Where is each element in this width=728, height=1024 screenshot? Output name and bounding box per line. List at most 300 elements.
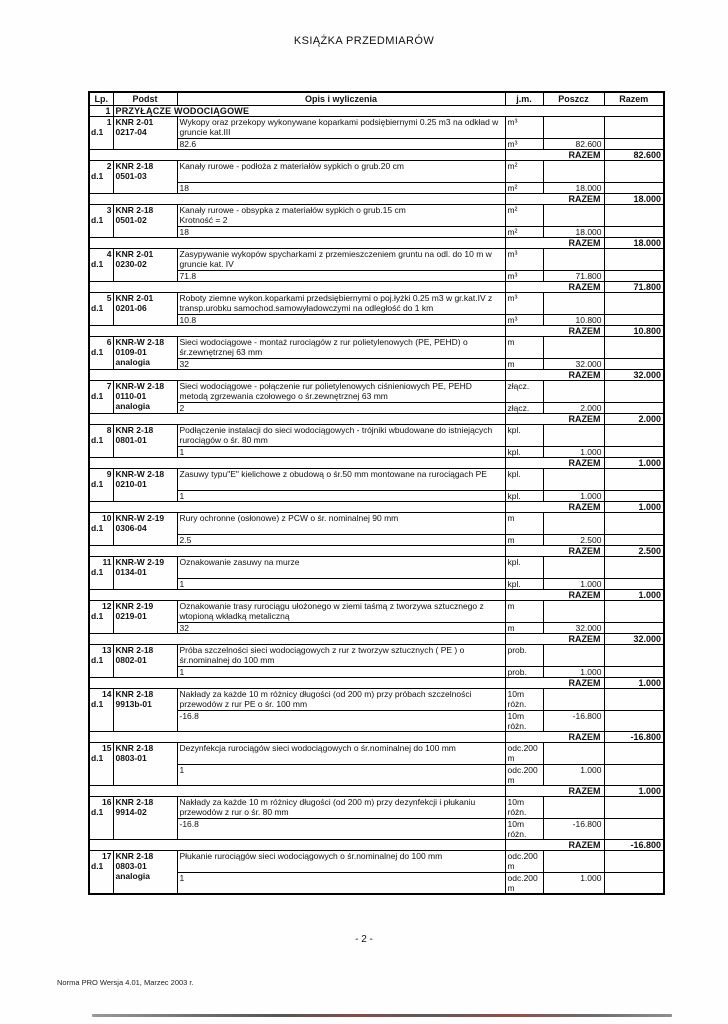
item-desc-row bbox=[89, 161, 664, 183]
item-razem-empty bbox=[604, 205, 664, 227]
item-lp-cell bbox=[89, 425, 113, 458]
item-lp-cell bbox=[89, 689, 113, 732]
razem-label: RAZEM bbox=[505, 370, 604, 381]
item-razem-empty bbox=[604, 535, 664, 546]
item-lp-cell bbox=[89, 161, 113, 194]
podst-code-line: 0501-03 bbox=[115, 171, 147, 181]
razem-blank-cell bbox=[89, 546, 505, 557]
item-section-ref: d.1 bbox=[91, 655, 104, 665]
item-desc-cell bbox=[177, 381, 505, 403]
razem-blank-cell bbox=[89, 786, 505, 797]
item-desc-cell bbox=[177, 337, 505, 359]
item-razem-row bbox=[89, 732, 664, 743]
item-razem-value: 71.800 bbox=[604, 282, 664, 293]
razem-label: RAZEM bbox=[505, 414, 604, 425]
item-razem-value: 2.000 bbox=[604, 414, 664, 425]
item-description: Dezynfekcja rurociągów sieci wodociągowych o śr.nominalnej do 100 mm bbox=[179, 743, 456, 753]
item-razem-value: -16.800 bbox=[604, 840, 664, 851]
item-unit-top: kpl. bbox=[505, 557, 543, 579]
item-desc-cell bbox=[177, 601, 505, 623]
item-razem-row bbox=[89, 326, 664, 337]
software-footer-note: Norma PRO Wersja 4.01, Marzec 2003 r. bbox=[57, 978, 194, 987]
item-desc-cell bbox=[177, 513, 505, 535]
item-unit-top: kpl. bbox=[505, 425, 543, 447]
item-razem-empty bbox=[604, 249, 664, 271]
podst-code-line: KNR 2-19 bbox=[115, 601, 154, 611]
item-description: Wykopy oraz przekopy wykonywane koparkami podsiębiernymi 0.25 m3 na odkład w gruncie kat.III bbox=[179, 117, 499, 137]
item-desc-cell bbox=[177, 161, 505, 183]
item-section-ref: d.1 bbox=[91, 303, 104, 313]
item-description: Oznakowanie zasuwy na murze bbox=[179, 557, 300, 567]
item-razem-empty bbox=[604, 601, 664, 623]
razem-label: RAZEM bbox=[505, 326, 604, 337]
item-poszcz-empty bbox=[543, 513, 604, 535]
item-razem-empty bbox=[604, 797, 664, 819]
item-section-ref: d.1 bbox=[91, 567, 104, 577]
item-section-ref: d.1 bbox=[91, 479, 104, 489]
item-number: 10 bbox=[102, 513, 112, 523]
podst-code-line: KNR-W 2-19 bbox=[115, 513, 165, 523]
item-description: Sieci wodociągowe - montaż rurociągów z rur polietylenowych (PE, PEHD) o śr.zewnętrznej 63 mm bbox=[179, 337, 468, 357]
item-quantity: -16.8 bbox=[177, 711, 505, 732]
item-section-ref: d.1 bbox=[91, 215, 104, 225]
item-poszcz-empty bbox=[543, 797, 604, 819]
item-podst-cell bbox=[113, 557, 177, 590]
item-poszcz-value: 1.000 bbox=[543, 579, 604, 590]
item-unit-bottom: 10m różn. bbox=[505, 711, 543, 732]
item-podst-cell bbox=[113, 117, 177, 150]
podst-code-line: 0230-02 bbox=[115, 259, 147, 269]
podst-code-line: KNR 2-18 bbox=[115, 743, 154, 753]
item-razem-value: 2.500 bbox=[604, 546, 664, 557]
item-razem-empty bbox=[604, 381, 664, 403]
item-razem-empty bbox=[604, 315, 664, 326]
item-description-wrap bbox=[180, 293, 503, 314]
item-poszcz-empty bbox=[543, 161, 604, 183]
item-number: 7 bbox=[106, 381, 112, 391]
item-poszcz-value: 82.600 bbox=[543, 139, 604, 150]
item-unit-bottom: m³ bbox=[505, 315, 543, 326]
item-lp-cell bbox=[89, 513, 113, 546]
item-number: 3 bbox=[106, 205, 112, 215]
item-poszcz-empty bbox=[543, 557, 604, 579]
item-podst-cell bbox=[113, 161, 177, 194]
item-section-ref: d.1 bbox=[91, 861, 104, 871]
item-razem-empty bbox=[604, 183, 664, 194]
item-razem-empty bbox=[604, 667, 664, 678]
item-razem-row bbox=[89, 678, 664, 689]
item-razem-row bbox=[89, 590, 664, 601]
item-number: 5 bbox=[106, 293, 112, 303]
item-razem-row bbox=[89, 414, 664, 425]
item-desc-cell bbox=[177, 205, 505, 227]
podst-code-line: 0217-04 bbox=[115, 127, 147, 137]
item-quantity: 1 bbox=[177, 447, 505, 458]
item-razem-empty bbox=[604, 447, 664, 458]
razem-label: RAZEM bbox=[505, 194, 604, 205]
item-podst-cell bbox=[113, 469, 177, 502]
item-description: Zasuwy typu"E" kielichowe z obudową o śr.50 mm montowane na rurociągach PE bbox=[179, 469, 487, 479]
item-desc-row bbox=[89, 337, 664, 359]
item-desc-row bbox=[89, 851, 664, 873]
podst-code-line: KNR-W 2-19 bbox=[115, 557, 165, 567]
item-lp-cell bbox=[89, 851, 113, 895]
item-poszcz-empty bbox=[543, 851, 604, 873]
item-razem-empty bbox=[604, 513, 664, 535]
item-quantity: 18 bbox=[177, 183, 505, 194]
item-description-wrap bbox=[180, 425, 503, 446]
item-podst-cell bbox=[113, 293, 177, 326]
item-unit-bottom: odc.200m bbox=[505, 873, 543, 895]
item-number: 6 bbox=[106, 337, 112, 347]
item-razem-empty bbox=[604, 139, 664, 150]
item-desc-cell bbox=[177, 469, 505, 491]
item-podst-cell bbox=[113, 249, 177, 282]
item-desc-row bbox=[89, 381, 664, 403]
item-quantity: 71.8 bbox=[177, 271, 505, 282]
podst-code-line: 0501-02 bbox=[115, 215, 147, 225]
item-lp-cell bbox=[89, 205, 113, 238]
podst-code-line: KNR-W 2-18 bbox=[115, 337, 165, 347]
podst-code-line: KNR 2-18 bbox=[115, 425, 154, 435]
item-razem-empty bbox=[604, 161, 664, 183]
item-unit-bottom: m³ bbox=[505, 271, 543, 282]
podst-code-line: 0801-01 bbox=[115, 435, 147, 445]
item-razem-value: 1.000 bbox=[604, 590, 664, 601]
item-unit-bottom: m bbox=[505, 359, 543, 370]
item-description-wrap bbox=[180, 797, 503, 818]
item-razem-value: 82.600 bbox=[604, 150, 664, 161]
item-desc-row bbox=[89, 557, 664, 579]
razem-blank-cell bbox=[89, 678, 505, 689]
item-lp-cell bbox=[89, 797, 113, 840]
item-description: Rury ochronne (osłonowe) z PCW o śr. nominalnej 90 mm bbox=[179, 513, 399, 523]
item-razem-empty bbox=[604, 557, 664, 579]
item-unit-bottom: kpl. bbox=[505, 579, 543, 590]
item-unit-top: m bbox=[505, 337, 543, 359]
item-poszcz-value: 71.800 bbox=[543, 271, 604, 282]
podst-note: analogia bbox=[115, 357, 150, 367]
item-razem-row bbox=[89, 458, 664, 469]
item-poszcz-empty bbox=[543, 249, 604, 271]
item-desc-cell bbox=[177, 743, 505, 765]
item-description-wrap bbox=[180, 557, 503, 578]
item-section-ref: d.1 bbox=[91, 171, 104, 181]
item-razem-row bbox=[89, 634, 664, 645]
item-razem-empty bbox=[604, 743, 664, 765]
item-number: 4 bbox=[106, 249, 112, 259]
podst-code-line: 0110-01 bbox=[115, 391, 147, 401]
item-unit-top: 10m różn. bbox=[505, 797, 543, 819]
item-razem-empty bbox=[604, 469, 664, 491]
item-unit-bottom: prob. bbox=[505, 667, 543, 678]
razem-label: RAZEM bbox=[505, 546, 604, 557]
razem-label: RAZEM bbox=[505, 678, 604, 689]
item-poszcz-value: 32.000 bbox=[543, 359, 604, 370]
podst-code-line: KNR 2-18 bbox=[115, 689, 154, 699]
podst-code-line: 0219-01 bbox=[115, 611, 147, 621]
item-unit-bottom: m bbox=[505, 535, 543, 546]
item-description-wrap bbox=[180, 601, 503, 622]
item-razem-row bbox=[89, 370, 664, 381]
item-razem-empty bbox=[604, 873, 664, 895]
item-quantity: 2 bbox=[177, 403, 505, 414]
item-razem-value: 1.000 bbox=[604, 786, 664, 797]
podst-code-line: 0803-01 bbox=[115, 753, 147, 763]
item-razem-value: 32.000 bbox=[604, 370, 664, 381]
document-title: KSIĄŻKA PRZEDMIARÓW bbox=[293, 35, 435, 47]
item-desc-cell bbox=[177, 425, 505, 447]
item-unit-top: odc.200m bbox=[505, 851, 543, 873]
item-number: 9 bbox=[106, 469, 112, 479]
item-poszcz-value: 1.000 bbox=[543, 667, 604, 678]
podst-code-line: KNR 2-01 bbox=[115, 249, 154, 259]
item-desc-row bbox=[89, 425, 664, 447]
item-unit-bottom: kpl. bbox=[505, 447, 543, 458]
item-number: 11 bbox=[102, 557, 112, 567]
razem-blank-cell bbox=[89, 590, 505, 601]
razem-label: RAZEM bbox=[505, 238, 604, 249]
item-description: Podłączenie instalacji do sieci wodociągowych - trójniki wbudowane do istniejących rurociągów o śr. 80 mm bbox=[179, 425, 493, 445]
item-unit-top: m bbox=[505, 513, 543, 535]
item-section-ref: d.1 bbox=[91, 523, 104, 533]
item-poszcz-empty bbox=[543, 205, 604, 227]
item-razem-empty bbox=[604, 337, 664, 359]
item-razem-empty bbox=[604, 689, 664, 711]
podst-code-line: 9914-02 bbox=[115, 807, 147, 817]
item-podst-cell bbox=[113, 381, 177, 414]
col-header-jm: j.m. bbox=[505, 92, 543, 106]
item-description: Nakłady za każde 10 m różnicy długości (od 200 m) przy dezynfekcji i płukaniu przewodów z rur o śr. 80 mm bbox=[179, 797, 476, 817]
razem-label: RAZEM bbox=[505, 282, 604, 293]
item-poszcz-value: 2.000 bbox=[543, 403, 604, 414]
razem-label: RAZEM bbox=[505, 786, 604, 797]
item-razem-empty bbox=[604, 293, 664, 315]
razem-label: RAZEM bbox=[505, 634, 604, 645]
item-razem-row bbox=[89, 194, 664, 205]
item-description-wrap bbox=[180, 513, 503, 534]
item-description-wrap bbox=[180, 381, 503, 402]
item-lp-cell bbox=[89, 557, 113, 590]
item-poszcz-empty bbox=[543, 645, 604, 667]
item-unit-bottom: odc.200m bbox=[505, 765, 543, 786]
item-unit-top: m³ bbox=[505, 249, 543, 271]
item-podst-cell bbox=[113, 743, 177, 786]
item-poszcz-empty bbox=[543, 425, 604, 447]
table-header-row bbox=[89, 92, 664, 106]
razem-blank-cell bbox=[89, 326, 505, 337]
item-poszcz-value: 18.000 bbox=[543, 227, 604, 238]
razem-blank-cell bbox=[89, 370, 505, 381]
podst-code-line: KNR 2-18 bbox=[115, 851, 154, 861]
item-poszcz-empty bbox=[543, 337, 604, 359]
item-quantity: 1 bbox=[177, 873, 505, 895]
razem-blank-cell bbox=[89, 282, 505, 293]
item-razem-value: 1.000 bbox=[604, 458, 664, 469]
item-unit-top: kpl. bbox=[505, 469, 543, 491]
item-poszcz-value: 1.000 bbox=[543, 491, 604, 502]
item-poszcz-value: 2.500 bbox=[543, 535, 604, 546]
item-razem-value: -16.800 bbox=[604, 732, 664, 743]
item-podst-cell bbox=[113, 205, 177, 238]
razem-blank-cell bbox=[89, 194, 505, 205]
item-number: 15 bbox=[102, 743, 112, 753]
item-number: 2 bbox=[106, 161, 112, 171]
podst-note: analogia bbox=[115, 401, 150, 411]
item-razem-empty bbox=[604, 117, 664, 139]
item-razem-row bbox=[89, 150, 664, 161]
item-quantity: 10.8 bbox=[177, 315, 505, 326]
item-poszcz-value: -16.800 bbox=[543, 819, 604, 840]
item-number: 16 bbox=[102, 797, 112, 807]
item-desc-cell bbox=[177, 645, 505, 667]
item-poszcz-empty bbox=[543, 743, 604, 765]
item-number: 8 bbox=[106, 425, 112, 435]
item-razem-value: 32.000 bbox=[604, 634, 664, 645]
item-razem-empty bbox=[604, 851, 664, 873]
item-razem-empty bbox=[604, 711, 664, 732]
item-quantity: 2.5 bbox=[177, 535, 505, 546]
item-podst-cell bbox=[113, 645, 177, 678]
item-description-wrap bbox=[180, 337, 503, 358]
podst-code-line: 0109-01 bbox=[115, 347, 147, 357]
razem-blank-cell bbox=[89, 634, 505, 645]
razem-label: RAZEM bbox=[505, 590, 604, 601]
item-razem-empty bbox=[604, 491, 664, 502]
item-razem-row bbox=[89, 546, 664, 557]
item-razem-empty bbox=[604, 819, 664, 840]
razem-label: RAZEM bbox=[505, 732, 604, 743]
item-podst-cell bbox=[113, 851, 177, 895]
podst-code-line: 0134-01 bbox=[115, 567, 147, 577]
item-desc-cell bbox=[177, 797, 505, 819]
item-podst-cell bbox=[113, 689, 177, 732]
item-razem-empty bbox=[604, 645, 664, 667]
podst-code-line: 0803-01 bbox=[115, 861, 147, 871]
section-row bbox=[89, 106, 664, 117]
item-lp-cell bbox=[89, 469, 113, 502]
item-poszcz-value: -16.800 bbox=[543, 711, 604, 732]
item-razem-row bbox=[89, 238, 664, 249]
item-unit-bottom: kpl. bbox=[505, 491, 543, 502]
item-description: Płukanie rurociągów sieci wodociągowych o śr.nominalnej do 100 mm bbox=[179, 851, 443, 861]
podst-code-line: KNR 2-18 bbox=[115, 205, 154, 215]
item-description: Kanały rurowe - obsypka z materiałów sypkich o grub.15 cm bbox=[179, 205, 406, 215]
item-razem-empty bbox=[604, 579, 664, 590]
podst-code-line: KNR-W 2-18 bbox=[115, 469, 165, 479]
razem-label: RAZEM bbox=[505, 458, 604, 469]
podst-code-line: 0201-06 bbox=[115, 303, 147, 313]
item-description-wrap bbox=[180, 205, 503, 226]
section-title: PRZYŁĄCZE WODOCIĄGOWE bbox=[113, 106, 664, 117]
item-unit-top: m² bbox=[505, 161, 543, 183]
item-unit-top: 10m różn. bbox=[505, 689, 543, 711]
item-desc-cell bbox=[177, 117, 505, 139]
podst-note: analogia bbox=[115, 871, 150, 881]
section-number: 1 bbox=[89, 106, 113, 117]
item-desc-cell bbox=[177, 689, 505, 711]
item-description-wrap bbox=[180, 645, 503, 666]
item-quantity: 1 bbox=[177, 667, 505, 678]
item-description-wrap bbox=[180, 117, 503, 138]
item-razem-empty bbox=[604, 425, 664, 447]
item-quantity: 1 bbox=[177, 579, 505, 590]
item-description-wrap bbox=[180, 689, 503, 710]
item-razem-empty bbox=[604, 765, 664, 786]
item-number: 13 bbox=[102, 645, 112, 655]
item-poszcz-value: 18.000 bbox=[543, 183, 604, 194]
item-desc-cell bbox=[177, 293, 505, 315]
item-razem-empty bbox=[604, 403, 664, 414]
item-quantity: 18 bbox=[177, 227, 505, 238]
col-header-razem: Razem bbox=[604, 92, 664, 106]
item-unit-top: m bbox=[505, 601, 543, 623]
item-lp-cell bbox=[89, 645, 113, 678]
item-description-wrap bbox=[180, 851, 503, 872]
item-lp-cell bbox=[89, 293, 113, 326]
item-poszcz-value: 1.000 bbox=[543, 765, 604, 786]
item-unit-top: odc.200m bbox=[505, 743, 543, 765]
podst-code-line: KNR 2-18 bbox=[115, 797, 154, 807]
podst-code-line: KNR-W 2-18 bbox=[115, 381, 165, 391]
podst-code-line: KNR 2-01 bbox=[115, 117, 154, 127]
item-poszcz-value: 1.000 bbox=[543, 447, 604, 458]
item-section-ref: d.1 bbox=[91, 347, 104, 357]
item-quantity: 82.6 bbox=[177, 139, 505, 150]
przedmiar-table bbox=[88, 91, 665, 895]
razem-blank-cell bbox=[89, 840, 505, 851]
item-quantity: 1 bbox=[177, 491, 505, 502]
item-description: Kanały rurowe - podłoża z materiałów sypkich o grub.20 cm bbox=[179, 161, 404, 171]
podst-code-line: KNR 2-18 bbox=[115, 161, 154, 171]
item-desc-row bbox=[89, 117, 664, 139]
razem-blank-cell bbox=[89, 414, 505, 425]
item-section-ref: d.1 bbox=[91, 391, 104, 401]
item-section-ref: d.1 bbox=[91, 259, 104, 269]
col-header-lp: Lp. bbox=[89, 92, 113, 106]
item-description: Próba szczelności sieci wodociągowych z rur z tworzyw sztucznych ( PE ) o śr.nominalnej do 100 mm bbox=[179, 645, 465, 665]
item-number: 14 bbox=[102, 689, 112, 699]
item-description-wrap bbox=[180, 743, 503, 764]
item-unit-top: m³ bbox=[505, 117, 543, 139]
item-section-ref: d.1 bbox=[91, 699, 104, 709]
item-description-wrap bbox=[180, 249, 503, 270]
razem-label: RAZEM bbox=[505, 840, 604, 851]
item-description-wrap bbox=[180, 161, 503, 182]
item-poszcz-value: 10.800 bbox=[543, 315, 604, 326]
razem-blank-cell bbox=[89, 732, 505, 743]
item-description: Roboty ziemne wykon.koparkami przedsiębiernymi o poj.łyżki 0.25 m3 w gr.kat.IV z transp.urobku samochod.samowyładowczymi na odległość do 1 km bbox=[179, 293, 493, 313]
item-razem-value: 18.000 bbox=[604, 194, 664, 205]
razem-blank-cell bbox=[89, 238, 505, 249]
item-unit-top: złącz. bbox=[505, 381, 543, 403]
item-lp-cell bbox=[89, 601, 113, 634]
podst-code-line: 9913b-01 bbox=[115, 699, 152, 709]
item-desc-row bbox=[89, 249, 664, 271]
razem-blank-cell bbox=[89, 150, 505, 161]
item-section-ref: d.1 bbox=[91, 807, 104, 817]
item-unit-top: m² bbox=[505, 205, 543, 227]
item-quantity: 1 bbox=[177, 765, 505, 786]
page-number: - 2 - bbox=[355, 934, 373, 945]
item-razem-row bbox=[89, 786, 664, 797]
item-unit-top: prob. bbox=[505, 645, 543, 667]
razem-blank-cell bbox=[89, 502, 505, 513]
item-podst-cell bbox=[113, 425, 177, 458]
item-section-ref: d.1 bbox=[91, 753, 104, 763]
item-poszcz-empty bbox=[543, 117, 604, 139]
razem-blank-cell bbox=[89, 458, 505, 469]
